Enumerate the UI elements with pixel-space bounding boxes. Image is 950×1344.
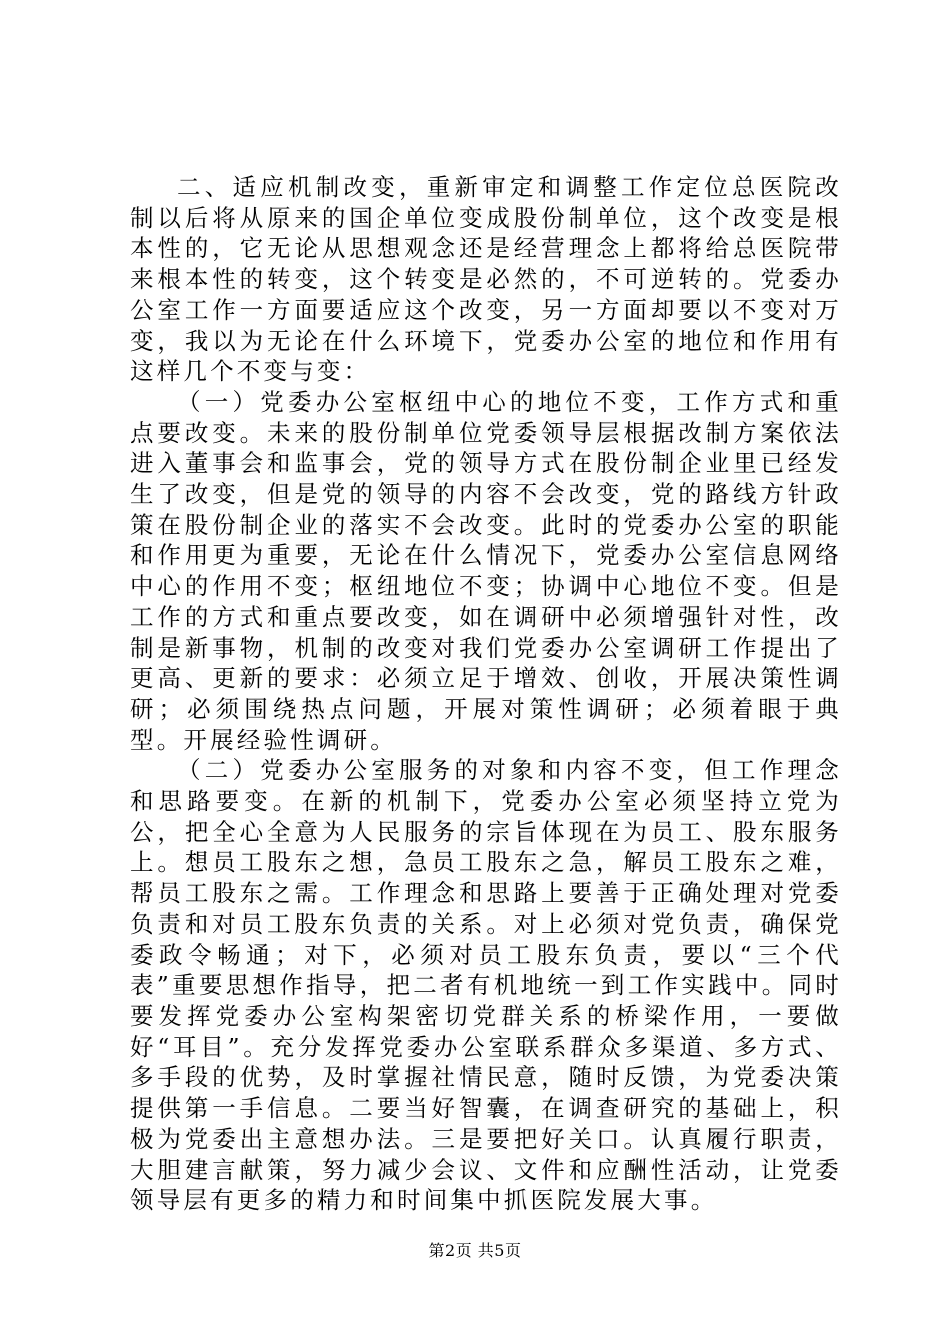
paragraph-mechanism-change: 二、适应机制改变，重新审定和调整工作定位总医院改制以后将从原来的国企单位变成股份制单位，这个改变是根本性的，它无论从思想观念还是经营理念上都将给总医院带来根本性的转变，这个转变是必然的，不可逆转的。党委办公室工作一方面要适应这个改变，另一方面却要以不变对万变，我以为无论在什么环境下，党委办公室的地位和作用有这样几个不变与变：: [130, 173, 842, 386]
paragraph-hub-position: （一）党委办公室枢纽中心的地位不变，工作方式和重点要改变。未来的股份制单位党委领导层根据改制方案依法进入董事会和监事会，党的领导方式在股份制企业里已经发生了改变，但是党的领导的内容不会改变，党的路线方针政策在股份制企业的落实不会改变。此时的党委办公室的职能和作用更为重要，无论在什么情况下，党委办公室信息网络中心的作用不变；枢纽地位不变；协调中心地位不变。但是工作的方式和重点要改变，如在调研中必须增强针对性，改制是新事物，机制的改变对我们党委办公室调研工作提出了更高、更新的要求：必须立足于增效、创收，开展决策性调研；必须围绕热点问题，开展对策性调研；必须着眼于典型。开展经验性调研。: [130, 387, 842, 754]
paragraph-service-object: （二）党委办公室服务的对象和内容不变，但工作理念和思路要变。在新的机制下，党委办公室必须坚持立党为公，把全心全意为人民服务的宗旨体现在为员工、股东服务上。想员工股东之想，急员工股东之急，解员工股东之难，帮员工股东之需。工作理念和思路上要善于正确处理对党委负责和对员工股东负责的关系。对上必须对党负责，确保党委政令畅通；对下，必须对员工股东负责，要以“三个代表”重要思想作指导，把二者有机地统一到工作实践中。同时要发挥党委办公室构架密切党群关系的桥梁作用，一要做好“耳目”。充分发挥党委办公室联系群众多渠道、多方式、多手段的优势，及时掌握社情民意，随时反馈，为党委决策提供第一手信息。二要当好智囊，在调查研究的基础上，积极为党委出主意想办法。三是要把好关口。认真履行职责，大胆建言献策，努力减少会议、文件和应酬性活动，让党委领导层有更多的精力和时间集中抓医院发展大事。: [130, 756, 842, 1215]
document-body: [130, 172, 842, 1216]
page-number-footer: 第2页 共5页: [428, 1241, 522, 1260]
